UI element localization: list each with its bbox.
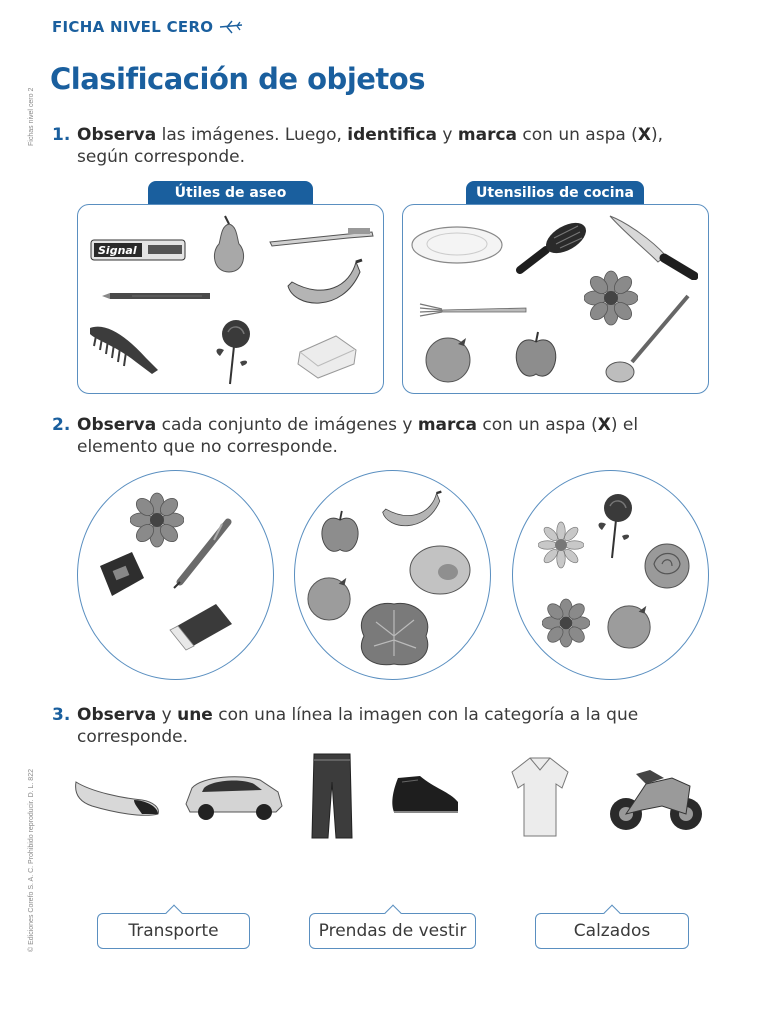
flower-image[interactable]: [542, 598, 590, 648]
question-text: Observa cada conjunto de imágenes y marca con un aspa (X) el elemento que no corresponde.: [77, 415, 639, 457]
connector-notch: [604, 905, 621, 922]
page-title: Clasificación de objetos: [50, 62, 425, 96]
motorcycle-image[interactable]: [606, 756, 706, 834]
lettuce-image[interactable]: [354, 596, 434, 668]
gerbera-image[interactable]: [538, 520, 584, 570]
apple-image[interactable]: [318, 508, 362, 556]
category-tab-aseo: Útiles de aseo: [148, 181, 313, 205]
pencil-image[interactable]: [102, 290, 214, 302]
guava-image[interactable]: [408, 542, 474, 596]
category-label: Calzados: [573, 921, 651, 941]
comb-image[interactable]: [86, 318, 162, 376]
header-label: FICHA NIVEL CERO: [52, 18, 214, 36]
toothbrush-image[interactable]: [268, 226, 376, 248]
pear-image[interactable]: [207, 214, 251, 276]
question-1: [52, 124, 692, 168]
question-number: 2.: [52, 415, 71, 435]
flat-shoe-image[interactable]: [72, 772, 162, 822]
category-prendas-de-vestir[interactable]: [309, 913, 476, 949]
dress-shoe-image[interactable]: [388, 768, 462, 820]
plate-image[interactable]: [410, 224, 504, 266]
question-number: 3.: [52, 705, 71, 725]
connector-notch: [165, 905, 182, 922]
orange-image[interactable]: [606, 602, 654, 650]
toothpaste-brand: Signal: [98, 244, 137, 257]
copyright-note: © Ediciones Corefo S. A. C. Prohibido reproducir. D. L. 822: [28, 769, 35, 952]
fork-image[interactable]: [418, 298, 530, 322]
question-2: [52, 414, 692, 458]
soap-image[interactable]: [296, 332, 358, 380]
banana-image[interactable]: [378, 490, 446, 536]
category-label: Prendas de vestir: [318, 921, 467, 941]
question-number: 1.: [52, 125, 71, 145]
sharpener-image[interactable]: [96, 548, 148, 600]
pants-image[interactable]: [310, 752, 354, 840]
rose-image[interactable]: [592, 490, 642, 560]
category-tab-cocina: Utensilios de cocina: [466, 181, 644, 205]
worksheet-header: [52, 18, 243, 36]
side-note-top: Fichas nivel cero 2: [28, 87, 35, 146]
hairbrush-image[interactable]: [516, 220, 592, 276]
question-text: Observa y une con una línea la imagen con la categoría a la que corresponde.: [77, 705, 639, 747]
ladle-image[interactable]: [602, 292, 694, 386]
apple-image[interactable]: [512, 330, 560, 380]
question-text: Observa las imágenes. Luego, identifica y marca con un aspa (X), según corresponde.: [77, 125, 663, 167]
rose-bloom-image[interactable]: [640, 540, 694, 592]
airplane-icon: [219, 20, 243, 34]
car-image[interactable]: [182, 766, 284, 822]
shirt-image[interactable]: [510, 754, 570, 838]
orange-image[interactable]: [424, 334, 474, 384]
eraser-image[interactable]: [166, 598, 236, 654]
category-calzados[interactable]: [535, 913, 689, 949]
connector-notch: [384, 905, 401, 922]
rose-image[interactable]: [210, 316, 260, 386]
orange-image[interactable]: [306, 574, 354, 622]
category-transporte[interactable]: [97, 913, 250, 949]
pen-image[interactable]: [172, 518, 234, 590]
toothpaste-image[interactable]: [90, 237, 186, 263]
question-3: [52, 704, 692, 748]
category-label: Transporte: [128, 921, 219, 941]
banana-image[interactable]: [284, 258, 366, 316]
